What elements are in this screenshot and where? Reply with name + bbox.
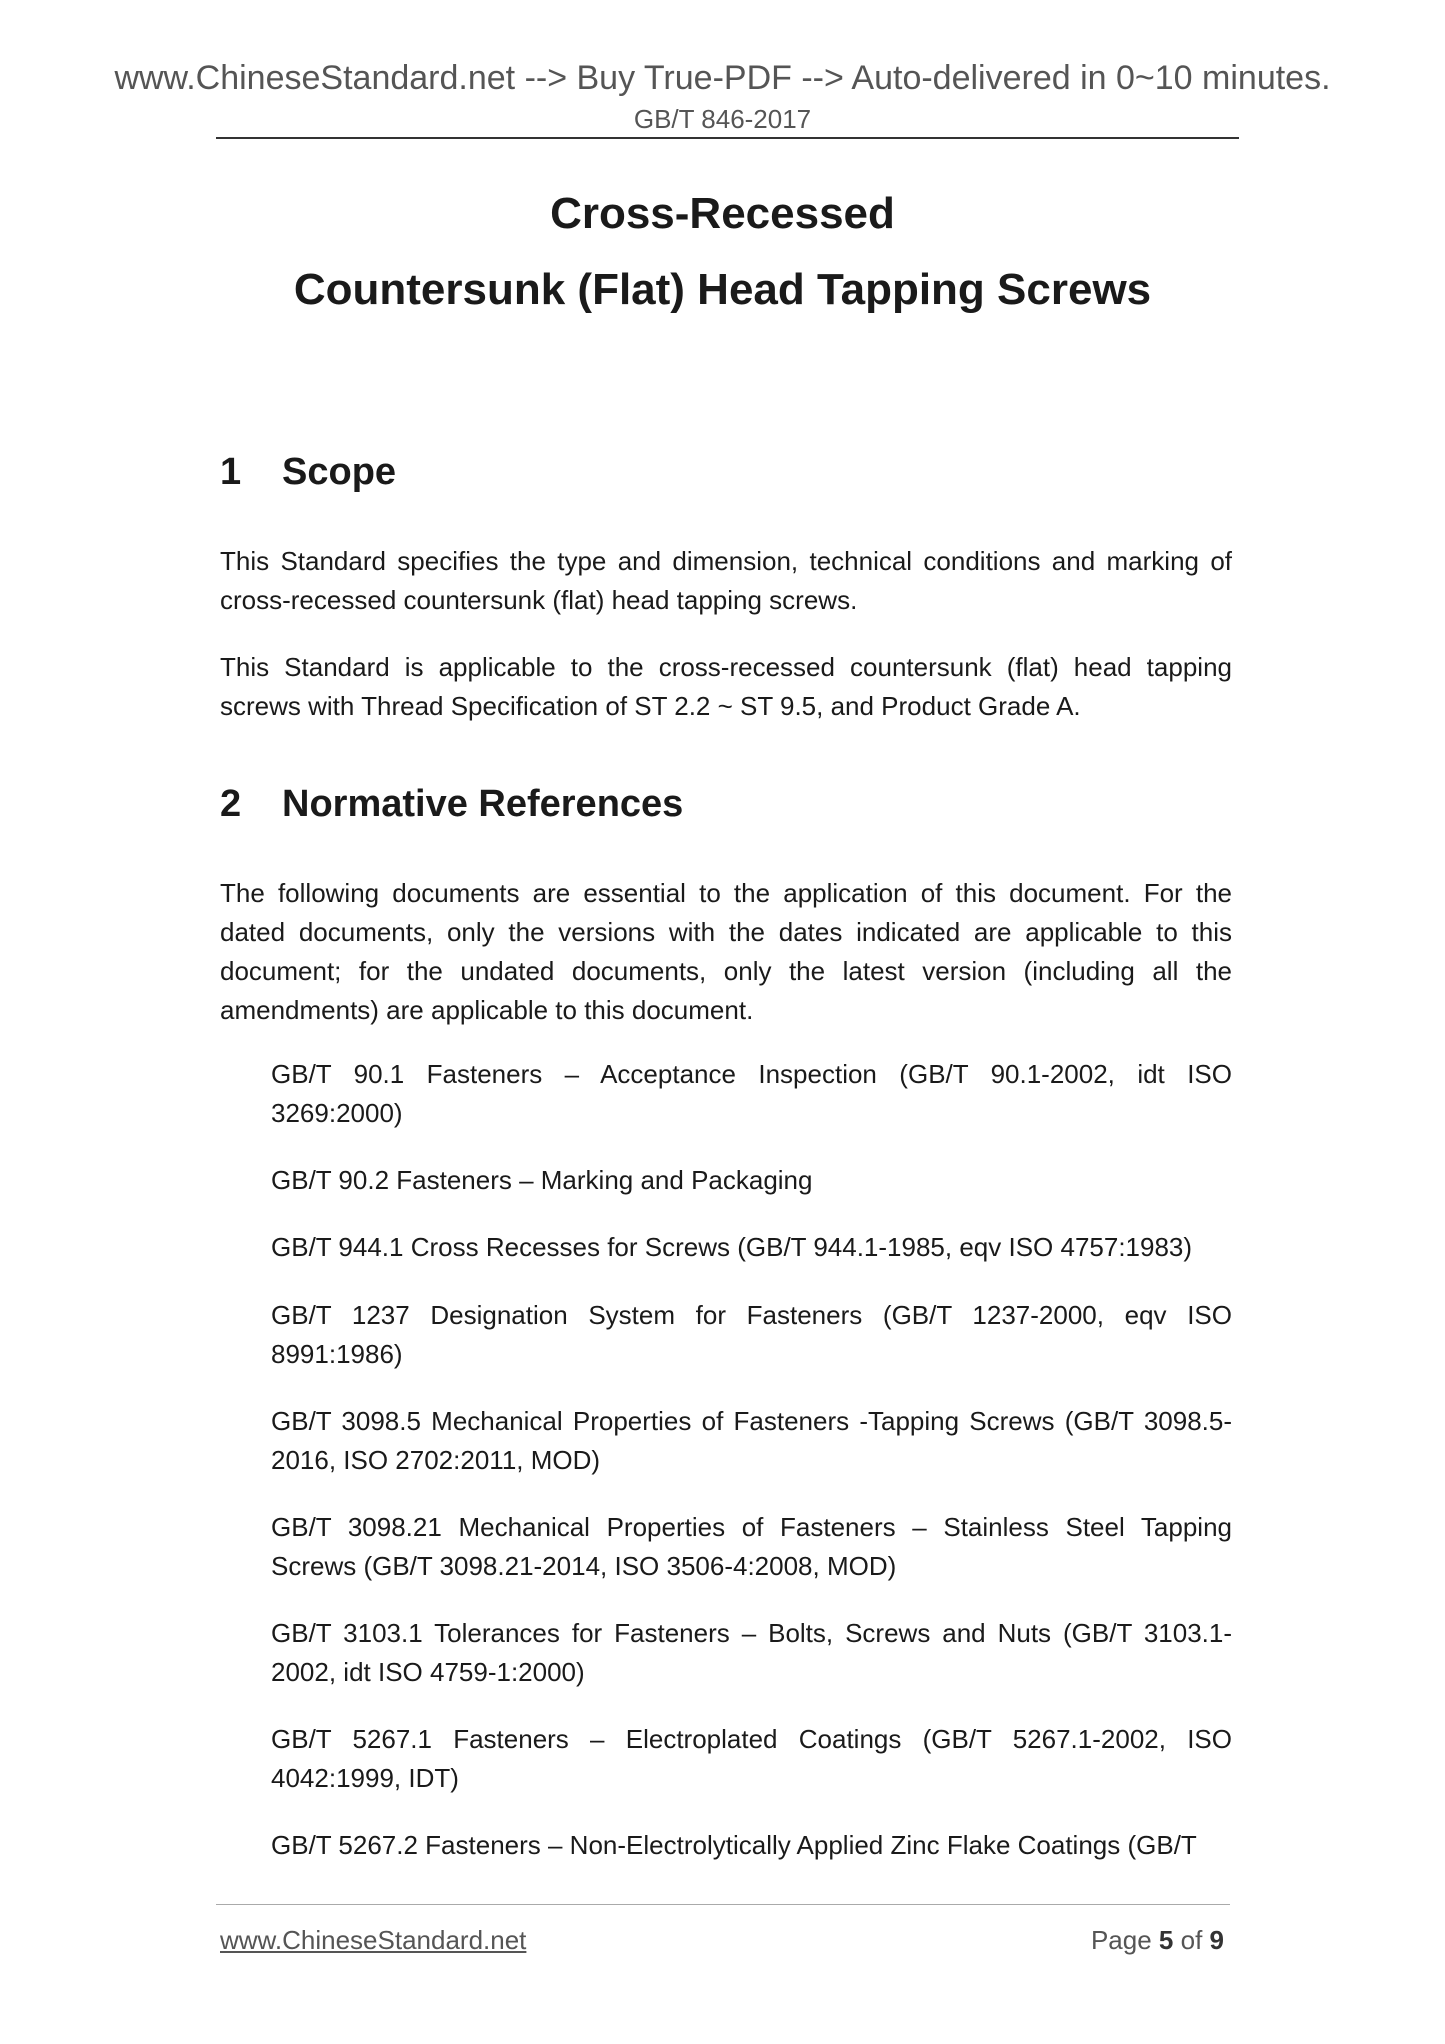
reference-item: GB/T 90.1 Fasteners – Acceptance Inspection (GB/T 90.1-2002, idt ISO 3269:2000) bbox=[271, 1059, 1232, 1128]
references-intro-paragraph: The following documents are essential to the application of this document. For the dated documents, only the versions with the dates indicated are applicable to this document; for the undated documents, only the latest version (including all the amendments) are applicable to this document. bbox=[220, 878, 1232, 1025]
scope-paragraph-2: This Standard is applicable to the cross-recessed countersunk (flat) head tapping screws with Thread Specification of ST 2.2 ~ ST 9.5, and Product Grade A. bbox=[220, 652, 1232, 721]
section-heading-normative-references bbox=[220, 782, 683, 826]
header-divider bbox=[216, 137, 1239, 139]
reference-item: GB/T 3098.5 Mechanical Properties of Fasteners -Tapping Screws (GB/T 3098.5-2016, ISO 2702:2011, MOD) bbox=[271, 1406, 1232, 1475]
scope-paragraph-1: This Standard specifies the type and dimension, technical conditions and marking of cross-recessed countersunk (flat) head tapping screws. bbox=[220, 546, 1232, 615]
reference-item: GB/T 3103.1 Tolerances for Fasteners – Bolts, Screws and Nuts (GB/T 3103.1-2002, idt ISO 4759-1:2000) bbox=[271, 1618, 1232, 1687]
page-of: of bbox=[1180, 1925, 1203, 1955]
section-title: Normative References bbox=[282, 783, 684, 825]
footer-website-link[interactable]: www.ChineseStandard.net bbox=[220, 1925, 527, 1955]
section-number: 1 bbox=[220, 451, 242, 493]
page-indicator bbox=[1091, 1924, 1224, 1956]
reference-item: GB/T 90.2 Fasteners – Marking and Packaging bbox=[271, 1165, 813, 1195]
reference-item: GB/T 5267.2 Fasteners – Non-Electrolytically Applied Zinc Flake Coatings (GB/T bbox=[271, 1830, 1197, 1860]
footer-divider bbox=[216, 1904, 1230, 1905]
header-banner: www.ChineseStandard.net --> Buy True-PDF --> Auto-delivered in 0~10 minutes. bbox=[114, 59, 1331, 97]
standard-code: GB/T 846-2017 bbox=[633, 104, 812, 134]
section-heading-scope bbox=[220, 450, 396, 494]
document-title-line-1: Cross-Recessed bbox=[550, 189, 895, 238]
page-current: 5 bbox=[1158, 1925, 1174, 1955]
page-total: 9 bbox=[1209, 1925, 1224, 1955]
reference-item: GB/T 944.1 Cross Recesses for Screws (GB/T 944.1-1985, eqv ISO 4757:1983) bbox=[271, 1232, 1193, 1262]
section-title: Scope bbox=[282, 451, 397, 493]
section-number: 2 bbox=[220, 783, 242, 825]
reference-item: GB/T 1237 Designation System for Fasteners (GB/T 1237-2000, eqv ISO 8991:1986) bbox=[271, 1300, 1232, 1369]
page-prefix: Page bbox=[1090, 1925, 1152, 1955]
document-title-line-2: Countersunk (Flat) Head Tapping Screws bbox=[293, 265, 1152, 314]
reference-item: GB/T 5267.1 Fasteners – Electroplated Coatings (GB/T 5267.1-2002, ISO 4042:1999, IDT) bbox=[271, 1724, 1232, 1793]
reference-item: GB/T 3098.21 Mechanical Properties of Fasteners – Stainless Steel Tapping Screws (GB/T 3098.21-2014, ISO 3506-4:2008, MOD) bbox=[271, 1512, 1232, 1581]
